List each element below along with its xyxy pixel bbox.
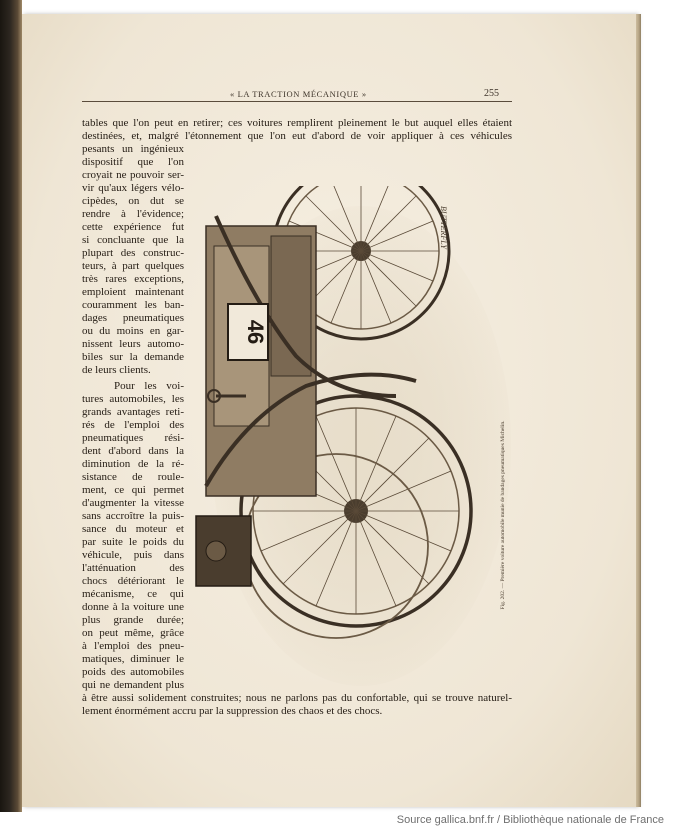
text-line: de leurs clients. <box>82 364 151 376</box>
engraver-signature: BUTTERFLY <box>439 206 448 249</box>
text-line: vir qu'aux légers vélo- <box>82 182 184 194</box>
text-line: pneumatiques rési- <box>82 432 184 444</box>
text-line: teurs, à part quelques <box>82 260 184 272</box>
text-line: donne à la voiture une <box>82 601 184 613</box>
automobile-illustration <box>186 186 516 696</box>
text-line: dent d'abord dans la <box>82 445 184 457</box>
footer-bar <box>0 812 674 831</box>
text-line: dispositif que l'on <box>82 156 184 168</box>
text-line: couramment les ban- <box>82 299 184 311</box>
text-line: ment, ce qui permet <box>82 484 184 496</box>
text-line: sance du moteur et <box>82 523 184 535</box>
text-line: très rares exceptions, <box>82 273 184 285</box>
text-line: poids des automobiles <box>82 666 184 678</box>
text-line: chocs détériorant le <box>82 575 184 587</box>
text-line: plus grande durée; <box>82 614 184 626</box>
text-line: l'atténuation des <box>82 562 184 574</box>
text-line: ou du moins en gar- <box>82 325 184 337</box>
text-line: tables que l'on peut en retirer; ces voitures remplirent pleinement le but auquel elles étaient <box>82 117 512 129</box>
page-edge-shadow <box>636 14 641 807</box>
text-line: tures automobiles, les <box>82 393 184 405</box>
text-line: grands avantages reti- <box>82 406 184 418</box>
text-line: qui ne demandent plus <box>82 679 184 691</box>
text-line: rendre à l'évidence; <box>82 208 184 220</box>
source-credit: Source gallica.bnf.fr / Bibliothèque nationale de France <box>396 814 664 826</box>
text-line: cette expérience fut <box>82 221 184 233</box>
text-line: dages pneumatiques <box>82 312 184 324</box>
text-line: d'augmenter la vitesse <box>82 497 184 509</box>
plate-number <box>228 304 268 360</box>
text-line: destinées, et, malgré l'étonnement que l'on eut d'abord de voir appliquer à ces véhicules <box>82 130 512 142</box>
text-line: à être aussi solidement construites; nous ne parlons pas du confortable, qui se trouve naturel- <box>82 692 512 704</box>
text-line: sistance de roule- <box>82 471 184 483</box>
text-line: on peut même, grâce <box>82 627 184 639</box>
header-rule <box>82 101 512 102</box>
text-line: diminution de la ré- <box>82 458 184 470</box>
figure-caption-wrap <box>498 300 518 730</box>
text-line: pesants un ingénieux <box>82 143 184 155</box>
text-line: Pour les voi- <box>114 380 184 392</box>
page-number: 255 <box>484 88 499 99</box>
text-line: à l'emploi des pneu- <box>82 640 184 652</box>
text-line: emploient maintenant <box>82 286 184 298</box>
book-cover-edge <box>0 0 22 812</box>
text-line: lement énormément accru par la suppression des chaos et des chocs. <box>82 705 383 717</box>
text-line: mécanisme, ce qui <box>82 588 184 600</box>
text-line: plupart des construc- <box>82 247 184 259</box>
text-line: cipèdes, on dut se <box>82 195 184 207</box>
text-line: croyait ne pouvoir ser- <box>82 169 184 181</box>
text-line: par suite le poids du <box>82 536 184 548</box>
text-line: biles sur la demande <box>82 351 184 363</box>
text-line: matiques, diminuer le <box>82 653 184 665</box>
text-line: sans accroître la puis- <box>82 510 184 522</box>
running-title: « LA TRACTION MÉCANIQUE » <box>230 89 367 99</box>
text-line: si concluante que la <box>82 234 184 246</box>
plate-number-text: 46 <box>243 319 268 345</box>
text-line: rés de l'emploi des <box>82 419 184 431</box>
text-line: véhicule, puis dans <box>82 549 184 561</box>
figure-caption: Fig. 202. — Première voiture automobile munie de bandages pneumatiques Michelin. <box>500 420 506 610</box>
figure-engraving <box>186 186 516 696</box>
text-line: nissent leurs automo- <box>82 338 184 350</box>
